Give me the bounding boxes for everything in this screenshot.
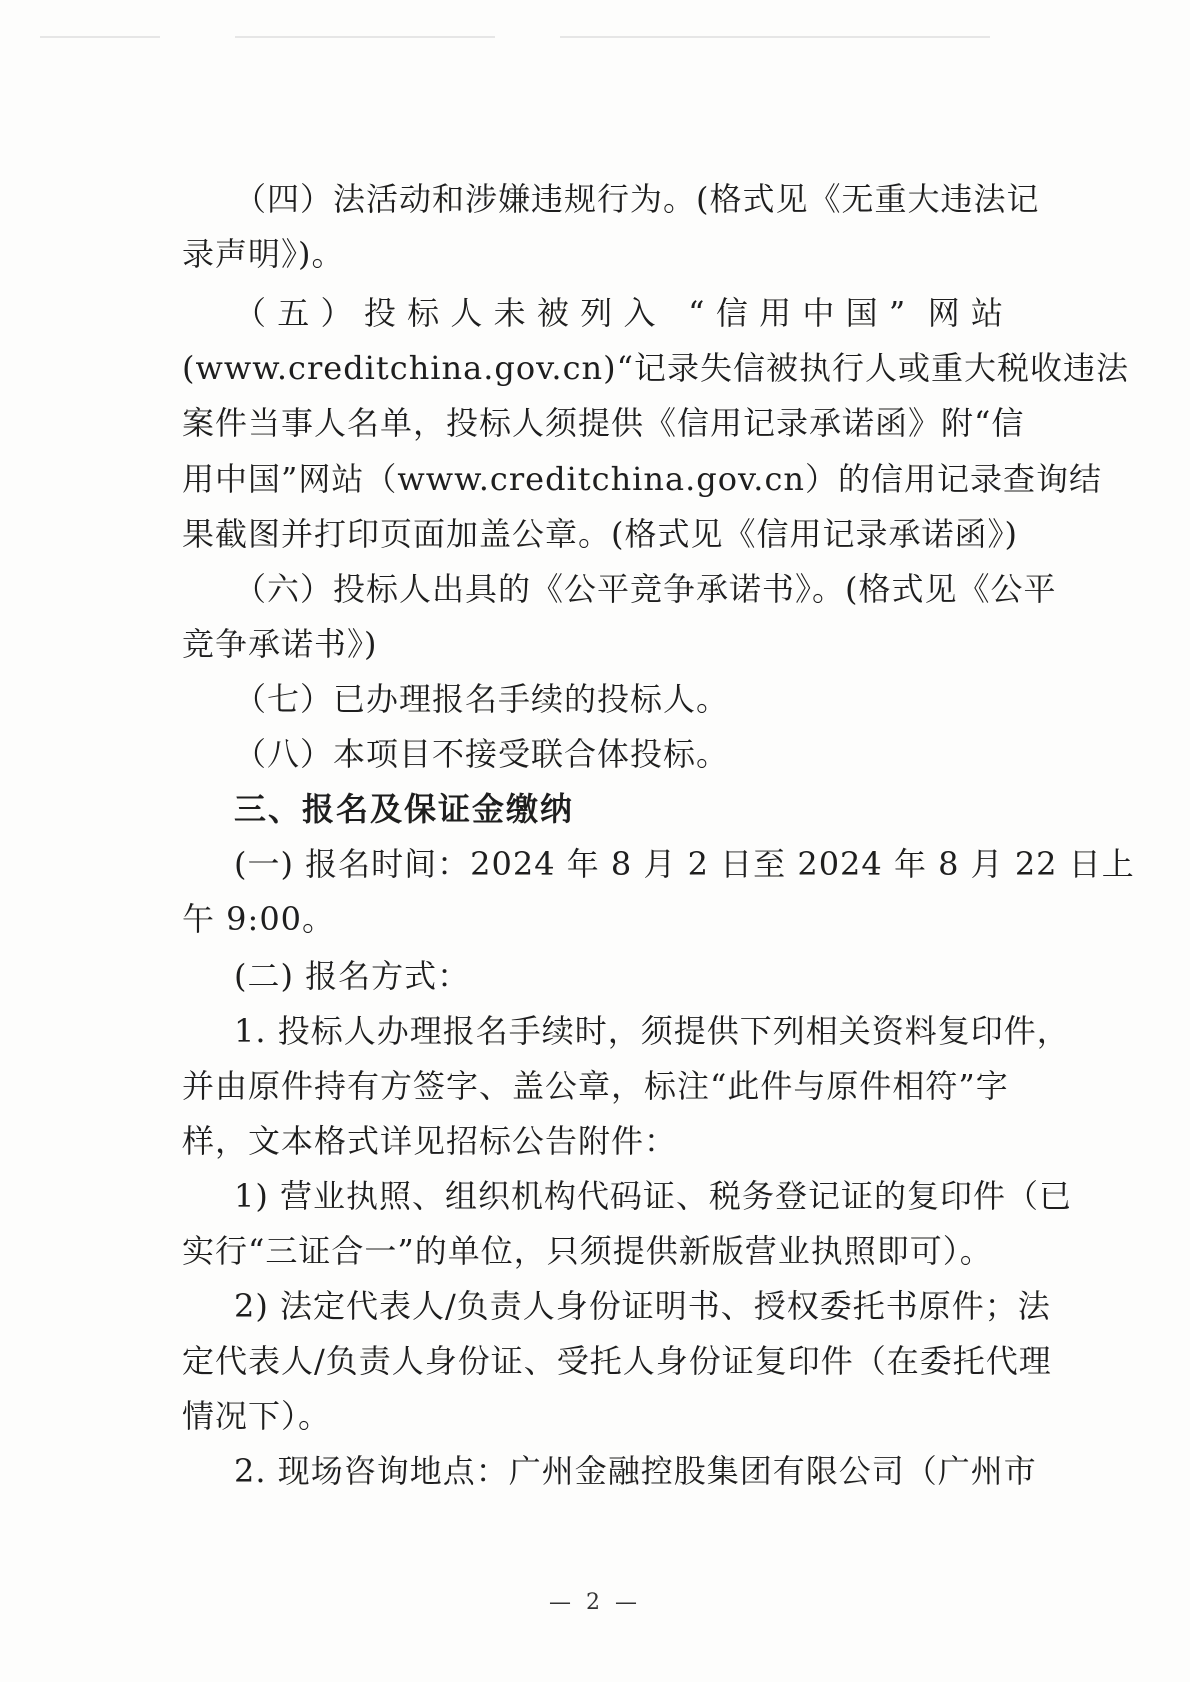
text-line: (一) 报名时间：2024 年 8 月 2 日至 2024 年 8 月 22 日上	[234, 845, 1135, 883]
text-line: 实行“三证合一”的单位，只须提供新版营业执照即可）。	[182, 1232, 993, 1270]
text-line: 定代表人/负责人身份证、受托人身份证复印件（在委托代理	[182, 1342, 1052, 1380]
text-line: 情况下）。	[182, 1397, 332, 1435]
section-heading: 三、报名及保证金缴纳	[234, 790, 575, 828]
text-line: 1) 营业执照、组织机构代码证、税务登记证的复印件（已	[234, 1177, 1073, 1215]
text-line: 录声明》)。	[182, 235, 345, 273]
text-line: 案件当事人名单，投标人须提供《信用记录承诺函》附“信	[182, 404, 1025, 442]
text-line: 竞争承诺书》)	[182, 625, 378, 663]
text-line: 1. 投标人办理报名手续时，须提供下列相关资料复印件，	[234, 1012, 1070, 1050]
text-line: 样，文本格式详见招标公告附件：	[182, 1122, 678, 1160]
text-line: 并由原件持有方签字、盖公章，标注“此件与原件相符”字	[182, 1067, 1009, 1105]
scan-edge-mark	[560, 36, 990, 38]
text-line: 午 9:00。	[182, 900, 336, 938]
page-number: — 2 —	[549, 1590, 641, 1615]
text-line: （六）投标人出具的《公平竞争承诺书》。(格式见《公平	[234, 570, 1057, 608]
text-line: （四）法活动和涉嫌违规行为。(格式见《无重大违法记	[234, 180, 1040, 218]
text-line: (www.creditchina.gov.cn)“记录失信被执行人或重大税收违法	[182, 349, 1129, 387]
text-line: 用中国”网站（www.creditchina.gov.cn）的信用记录查询结	[182, 460, 1103, 498]
text-line: (二) 报名方式：	[234, 957, 471, 995]
scan-edge-mark	[40, 36, 160, 38]
text-line: （五）投标人未被列入 “信用中国” 网站	[234, 294, 1004, 332]
text-line: （八）本项目不接受联合体投标。	[234, 735, 730, 773]
text-line: （七）已办理报名手续的投标人。	[234, 680, 730, 718]
text-line: 2) 法定代表人/负责人身份证明书、授权委托书原件；法	[234, 1287, 1051, 1325]
text-line: 果截图并打印页面加盖公章。(格式见《信用记录承诺函》)	[182, 515, 1018, 553]
text-line: 2. 现场咨询地点：广州金融控股集团有限公司（广州市	[234, 1452, 1037, 1490]
scan-edge-mark	[235, 36, 495, 38]
